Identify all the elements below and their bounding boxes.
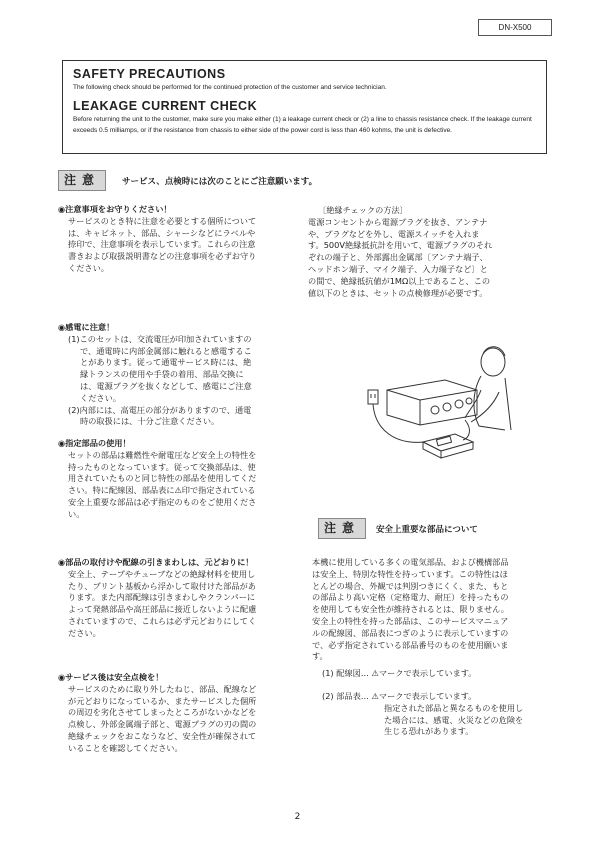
line: 縁トランスの使用や手袋の着用、部品交換に <box>80 369 244 380</box>
line: サービスのとき特に注意を必要とする個所について <box>68 215 257 226</box>
line: す。500V絶縁抵抗計を用いて、電源プラグのそれ <box>308 240 493 251</box>
line: が元どおりになっているか、またサービスした個所 <box>68 695 257 706</box>
line: の周辺を劣化させてしまったところがないかなどを <box>68 707 257 718</box>
line: 持ったものとなっています。従って交換部品は、使 <box>68 461 256 472</box>
line: は、電源プラグを抜くなどして、感電にご注意 <box>80 380 252 391</box>
line: さい。特に配線図、部品表に⚠印で指定されている <box>68 485 256 496</box>
line: 時の取扱には、十分ご注意ください。 <box>80 416 220 427</box>
line: されていますので、これらは必ず元どおりにしてく <box>68 615 257 626</box>
safety-title: SAFETY PRECAUTIONS <box>73 67 226 81</box>
line: は、キャビネット、部品、シャーシなどにラベルや <box>68 227 256 238</box>
line: とんどの場合、外観では判別つきにくく、また、もと <box>312 580 509 591</box>
section-heading: ◉注意事項をお守りください！ <box>58 204 172 214</box>
line: たり、プリント基板から浮かして取付けた部品があ <box>68 580 256 591</box>
section-observe-notes <box>58 204 308 275</box>
safety-intro: The following check should be performed for the continued protection of the customer and service technician. <box>73 84 387 91</box>
line: で、必ず指定されている部品番号のものを使用願いま <box>312 639 509 650</box>
line: 指定された部品と異なるものを使用し <box>384 702 524 713</box>
line: とがあります。従って通電サービス時には、絶 <box>80 357 252 368</box>
line: 電源コンセントから電源プラグを抜き、アンテナ <box>308 216 488 227</box>
section-safety-check <box>58 672 308 755</box>
line: いることを確認してください。 <box>68 742 183 753</box>
line: た場合には、感電、火災などの危険を <box>384 714 524 725</box>
line: セットの部品は難燃性や耐電圧など安全上の特性を <box>68 449 257 460</box>
caution-tag-2: 注意 <box>318 518 366 539</box>
line: 〔絶縁チェックの方法〕 <box>318 205 408 215</box>
list-item: (2) 部品表… ⚠マークで表示しています。 <box>322 690 477 701</box>
page-number: 2 <box>294 812 301 822</box>
leakage-text: Before returning the unit to the customer, make sure you make either (1) a leakage current check or (2) a line to chassis resistance check. If the leakage current exceeds 0.5 milliamps, or if the resistance from chassis to either side of the power cord is less than 460 kohms, the unit is defective. <box>73 116 532 134</box>
line: 書きおよび取扱説明書などの注意事項を必ずお守り <box>68 251 257 262</box>
model-number: DN-X500 <box>478 19 552 36</box>
line: 安全上重要な部品は必ず指定のものをご使用くださ <box>68 496 257 507</box>
line: ルの配線図、部品表につぎのように表示していますの <box>312 627 509 638</box>
line: の部品より高い定格（定格電力、耐圧）を持ったもの <box>312 592 509 603</box>
line: (1)このセットは、交流電圧が印加されていますの <box>68 333 252 344</box>
safety-box <box>62 60 547 154</box>
line: ください。 <box>80 392 121 403</box>
section-heading: ◉指定部品の使用！ <box>58 438 131 448</box>
section-heading: ◉部品の取付けや配線の引きまわしは、元どおりに！ <box>58 557 254 567</box>
line: 本機に使用している多くの電気部品、および機構部品 <box>312 557 509 567</box>
line: す。 <box>312 651 328 662</box>
caution-heading-2: 安全上重要な部品について <box>376 525 478 535</box>
line: ります。また内部配線は引きまわしやクランパーに <box>68 592 256 603</box>
line: 安全上の特性を持った部品は、このサービスマニュア <box>312 615 509 626</box>
line: よって発熱部品や高圧部品に接近しないように配慮 <box>68 604 257 615</box>
line: ぞれの端子と、外部露出金属部〔アンテナ端子、 <box>308 252 488 263</box>
line: ださい。 <box>68 627 101 638</box>
line: 用されていたものと同じ特性の部品を使用してくだ <box>68 473 257 484</box>
line: 値以下のときは、セットの点検修理が必要です。 <box>308 287 488 298</box>
section-heading: ◉サービス後は安全点検を！ <box>58 672 164 682</box>
line: 絶縁チェックをおこなうなど、安全性が確保されて <box>68 730 257 741</box>
section-specified-parts <box>58 438 308 521</box>
line: の間で、絶縁抵抗値が1MΩ以上であること、この <box>308 275 491 286</box>
technician-illustration <box>365 330 515 480</box>
line: を使用しても安全性が維持されるとは、限りません。 <box>312 604 509 615</box>
leakage-title: LEAKAGE CURRENT CHECK <box>73 99 258 113</box>
list-item: (1) 配線図… ⚠マークで表示しています。 <box>322 668 477 679</box>
line: や、プラグなどを外し、電源スイッチを入れま <box>308 228 480 239</box>
section-insulation-check <box>308 205 553 299</box>
line: 生じる恐れがあります。 <box>384 726 474 737</box>
line: 捺印で、注意事項を表示しています。これらの注意 <box>68 239 256 250</box>
line: 点検し、外部金属端子部と、電源プラグの刃の間の <box>68 719 257 730</box>
section-heading: ◉感電に注意！ <box>58 322 115 332</box>
line: サービスのために取り外したねじ、部品、配線など <box>68 683 257 694</box>
line: ください。 <box>68 262 109 273</box>
line: 安全上、テープやチューブなどの絶縁材料を使用し <box>68 568 256 579</box>
line: い。 <box>68 508 85 519</box>
line: ヘッドホン端子、マイク端子、入力端子など〕と <box>308 263 488 274</box>
line: は安全上、特別な特性を持っています。この特性はほ <box>312 568 508 579</box>
line: (2)内部には、高電圧の部分がありますので、通電 <box>68 404 252 415</box>
caution-heading: サービス、点検時には次のことにご注意願います。 <box>122 177 318 187</box>
section-wiring <box>58 557 308 640</box>
line: で、通電時に内部金属部に触れると感電するこ <box>80 345 252 356</box>
section-critical-parts <box>312 557 557 738</box>
section-electric-shock <box>58 322 308 428</box>
caution-tag: 注意 <box>58 170 106 191</box>
